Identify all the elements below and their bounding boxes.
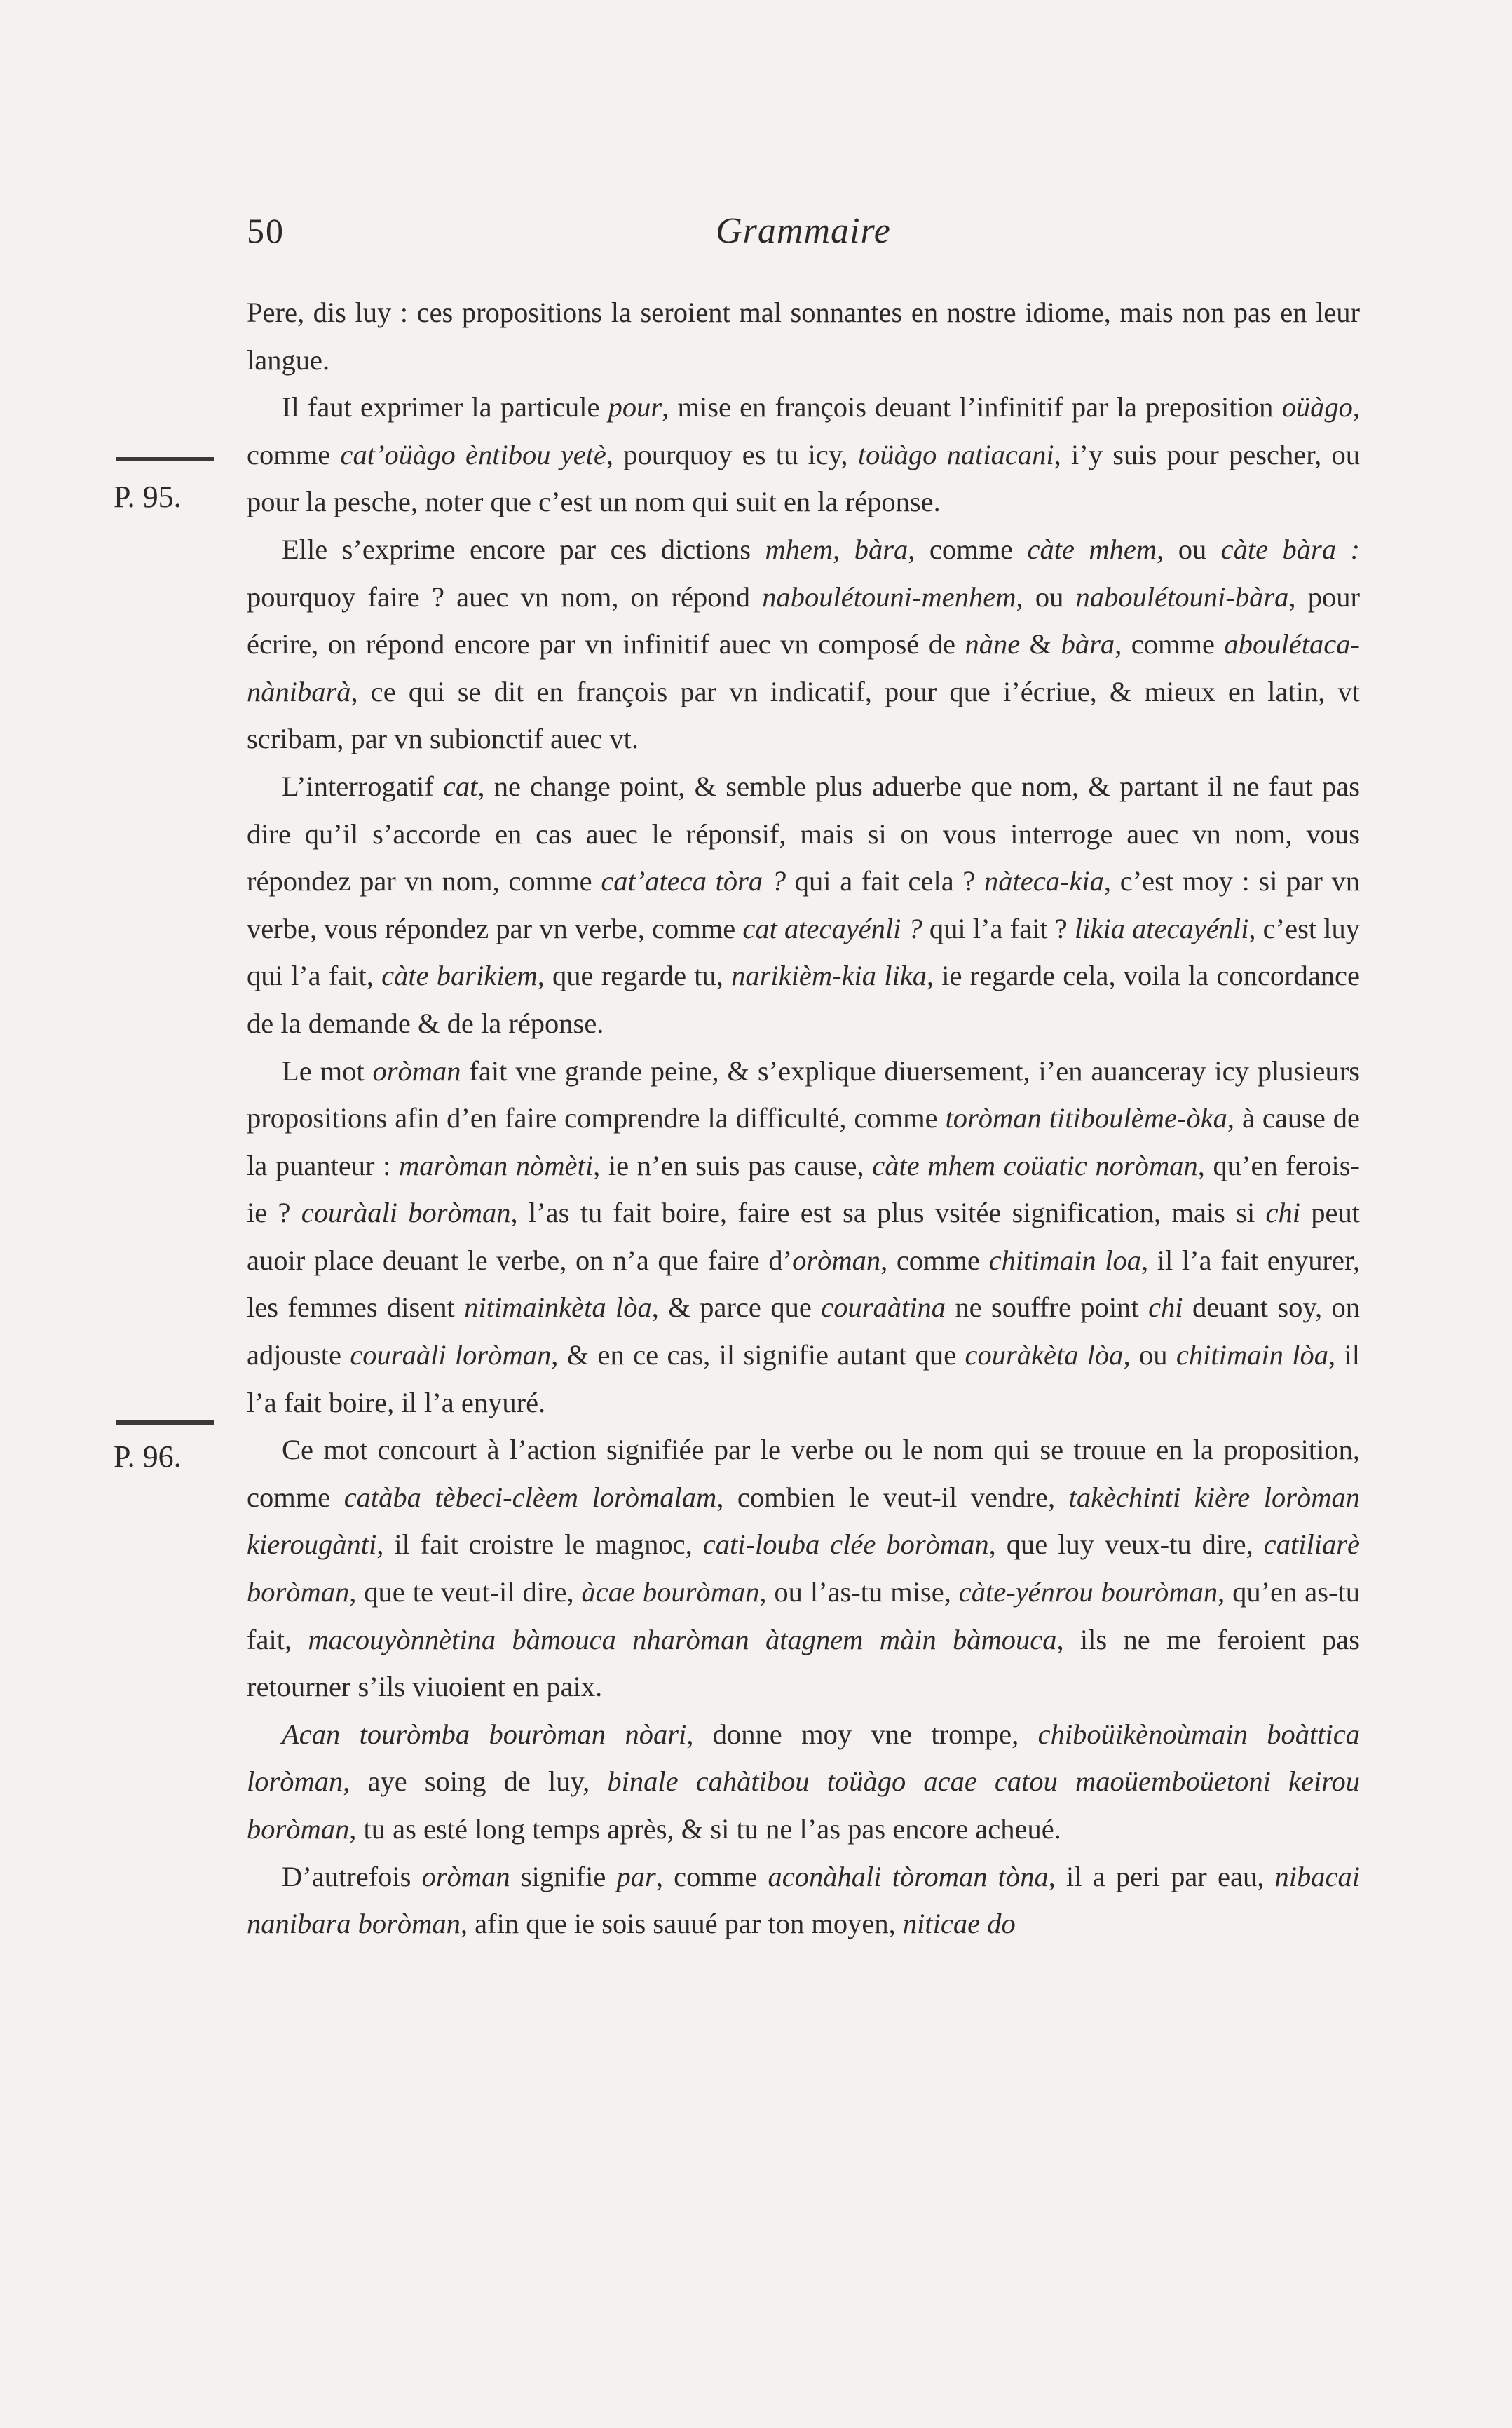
italic-term: càte bàra :: [1220, 533, 1361, 565]
italic-term: cat atecayénli ?: [742, 912, 922, 944]
page-number: 50: [247, 211, 285, 250]
text-run: , c’est luy qui l’a fait,: [247, 912, 1360, 992]
text-run: , qu’en as-tu fait,: [247, 1576, 1360, 1655]
italic-term: toüàgo natiacani: [857, 438, 1054, 470]
text-run: , il fait croistre le magnoc,: [376, 1528, 703, 1561]
italic-term: càte mhem: [1027, 533, 1157, 565]
italic-term: bàra: [854, 533, 908, 565]
italic-term: cat’ateca tòra ?: [601, 865, 786, 897]
text-run: , i’y suis pour pescher, ou pour la pesche, noter que c’est un nom qui suit en la réponse.: [247, 438, 1360, 518]
italic-term: càte-yénrou bouròman: [958, 1576, 1218, 1608]
text-run: pourquoy faire ? auec vn nom, on répond: [247, 581, 763, 613]
text-run: , afin que ie sois sauué par ton moyen,: [460, 1908, 903, 1940]
italic-term: cat: [442, 770, 478, 802]
text-run: qui a fait cela ?: [786, 865, 984, 897]
paragraph: [247, 763, 1360, 1047]
italic-term: pour: [608, 391, 662, 423]
text-run: , tu as esté long temps après, & si tu ne l’as pas encore acheué.: [349, 1813, 1061, 1845]
text-run: , à cause de la puanteur :: [247, 1102, 1360, 1181]
text-run: Ce mot concourt à l’action signifiée par le verbe ou le nom qui se trouue en la proposition, comme: [247, 1434, 1360, 1513]
italic-term: àcae bouròman: [581, 1576, 760, 1608]
text-run: ,: [833, 533, 854, 565]
text-run: , donne moy vne trompe,: [686, 1718, 1038, 1750]
italic-term: oròman: [372, 1054, 461, 1087]
text-run: , ce qui se dit en françois par vn indicatif, pour que i’écriue, & mieux en latin, vt scribam, par vn subionctif auec vt.: [247, 675, 1360, 755]
italic-term: takèchinti kière loròman kierougànti: [247, 1481, 1360, 1561]
italic-term: couraàli loròman: [350, 1339, 552, 1371]
italic-term: binale cahàtibou toüàgo acae catou maoüemboüetoni keirou boròman: [247, 1765, 1360, 1845]
italic-term: aboulétaca-nànibarà: [247, 628, 1360, 707]
text-run: , il l’a fait enyurer, les femmes disent: [247, 1244, 1360, 1324]
text-run: Elle s’exprime encore par ces dictions: [282, 533, 765, 565]
text-run: , aye soing de luy,: [343, 1765, 608, 1798]
italic-term: bàra: [1061, 628, 1115, 660]
paragraph: [247, 1711, 1360, 1853]
italic-term: chitimain lòa: [1176, 1339, 1328, 1371]
italic-term: cat’oüàgo èntibou yetè: [340, 438, 606, 470]
text-run: , l’as tu fait boire, faire est sa plus vsitée signification, mais si: [510, 1197, 1266, 1229]
italic-term: càte mhem coüatic noròman: [872, 1149, 1198, 1181]
text-run: peut auoir place deuant le verbe, on n’a que faire d’: [247, 1197, 1361, 1276]
text-run: , comme: [655, 1860, 768, 1892]
italic-term: càte barikiem: [381, 960, 538, 992]
italic-term: chitimain loa: [988, 1244, 1142, 1276]
italic-term: chi: [1148, 1291, 1183, 1324]
margin-note-p96: P. 96.: [114, 1439, 182, 1474]
text-run: , mise en françois deuant l’infinitif par la preposition: [662, 391, 1282, 423]
italic-term: catàba tèbeci-clèem loròmalam: [343, 1481, 717, 1513]
italic-term: par: [616, 1860, 656, 1892]
running-head: [247, 210, 1360, 259]
text-run: deuant soy, on adjouste: [247, 1291, 1360, 1371]
text-run: , & en ce cas, il signifie autant que: [551, 1339, 965, 1371]
italic-term: Acan touròmba bouròman nòari: [282, 1718, 687, 1750]
italic-term: couràkèta lòa: [965, 1339, 1124, 1371]
italic-term: nitimainkèta lòa: [464, 1291, 652, 1324]
text-run: D’autrefois: [282, 1860, 422, 1892]
italic-term: mhem: [765, 533, 833, 565]
text-run: , pourquoy es tu icy,: [606, 438, 858, 470]
italic-term: nàteca-kia: [984, 865, 1104, 897]
italic-term: couràali boròman: [301, 1197, 511, 1229]
text-run: ne souffre point: [945, 1291, 1149, 1324]
text-run: Pere, dis luy : ces propositions la seroient mal sonnantes en nostre idiome, mais non pas en leur langue.: [247, 297, 1360, 376]
italic-term: oròman: [421, 1860, 510, 1892]
text-run: , comme: [1115, 628, 1225, 660]
text-run: , ne change point, & semble plus aduerbe que nom, & partant il ne faut pas dire qu’il s’accorde en cas auec le réponsif, mais si on vous interroge auec vn nom, vous répondez par vn nom, comme: [247, 770, 1360, 897]
italic-term: chiboüikènoùmain boàttica loròman: [247, 1718, 1360, 1798]
text-run: , que luy veux-tu dire,: [988, 1528, 1264, 1561]
italic-term: naboulétouni-menhem: [762, 581, 1016, 613]
italic-term: oròman: [792, 1244, 881, 1276]
text-run: signifie: [510, 1860, 617, 1892]
paragraph: [247, 289, 1360, 384]
italic-term: aconàhali tòroman tòna: [768, 1860, 1049, 1892]
text-run: , ou: [1016, 581, 1076, 613]
text-run: , combien le veut-il vendre,: [716, 1481, 1069, 1513]
text-run: , pour écrire, on répond encore par vn infinitif auec vn composé de: [247, 581, 1360, 660]
text-run: &: [1020, 628, 1061, 660]
text-run: , il l’a fait boire, il l’a enyuré.: [247, 1339, 1360, 1418]
text-run: , comme: [247, 391, 1360, 470]
body-text: [247, 289, 1360, 1948]
italic-term: niticae do: [902, 1908, 1016, 1940]
text-run: fait vne grande peine, & s’explique diuersement, i’en auanceray icy plusieurs propositions afin d’en faire comprendre la difficulté, comme: [247, 1054, 1360, 1134]
text-run: , ou: [1123, 1339, 1176, 1371]
margin-rule: [116, 1420, 214, 1425]
italic-term: likia atecayénli: [1074, 912, 1249, 944]
italic-term: narikièm-kia lika: [731, 960, 927, 992]
italic-term: cati-louba clée boròman: [702, 1528, 989, 1561]
paragraph: [247, 1426, 1360, 1711]
text-run: , ils ne me feroient pas retourner s’ils viuoient en paix.: [247, 1623, 1360, 1703]
italic-term: macouyònnètina bàmouca nharòman àtagnem màin bàmouca: [308, 1623, 1057, 1655]
text-run: , ou: [1157, 533, 1221, 565]
text-run: , c’est moy : si par vn verbe, vous répondez par vn verbe, comme: [247, 865, 1361, 944]
text-run: , il a peri par eau,: [1048, 1860, 1275, 1892]
text-run: , que te veut-il dire,: [349, 1576, 582, 1608]
text-run: , comme: [880, 1244, 989, 1276]
italic-term: nàne: [965, 628, 1021, 660]
margin-rule: [116, 457, 214, 461]
text-run: Il faut exprimer la particule: [282, 391, 608, 423]
text-run: , qu’en ferois-ie ?: [247, 1149, 1361, 1229]
text-run: , ie n’en suis pas cause,: [593, 1149, 873, 1181]
text-run: , ou l’as-tu mise,: [759, 1576, 959, 1608]
text-run: qui l’a fait ?: [922, 912, 1075, 944]
italic-term: nibacai nanibara boròman: [247, 1860, 1361, 1940]
text-run: , ie regarde cela, voila la concordance de la demande & de la réponse.: [247, 960, 1360, 1039]
text-run: , comme: [908, 533, 1028, 565]
paragraph: [247, 1047, 1360, 1427]
text-run: Le mot: [282, 1054, 373, 1087]
italic-term: oüàgo: [1281, 391, 1353, 423]
paragraph: [247, 384, 1360, 526]
paragraph: [247, 1853, 1360, 1948]
paragraph: [247, 526, 1360, 763]
italic-term: toròman titiboulème-òka: [945, 1102, 1227, 1134]
page-title: Grammaire: [716, 211, 891, 251]
italic-term: couraàtina: [821, 1291, 946, 1324]
italic-term: maròman nòmèti: [399, 1149, 594, 1181]
margin-note-p95: P. 95.: [114, 480, 182, 514]
text-run: , que regarde tu,: [537, 960, 732, 992]
italic-term: naboulétouni-bàra: [1075, 581, 1289, 613]
italic-term: chi: [1265, 1197, 1300, 1229]
text-run: L’interrogatif: [282, 770, 443, 802]
text-run: , & parce que: [651, 1291, 822, 1324]
italic-term: catiliarè boròman: [247, 1528, 1360, 1608]
